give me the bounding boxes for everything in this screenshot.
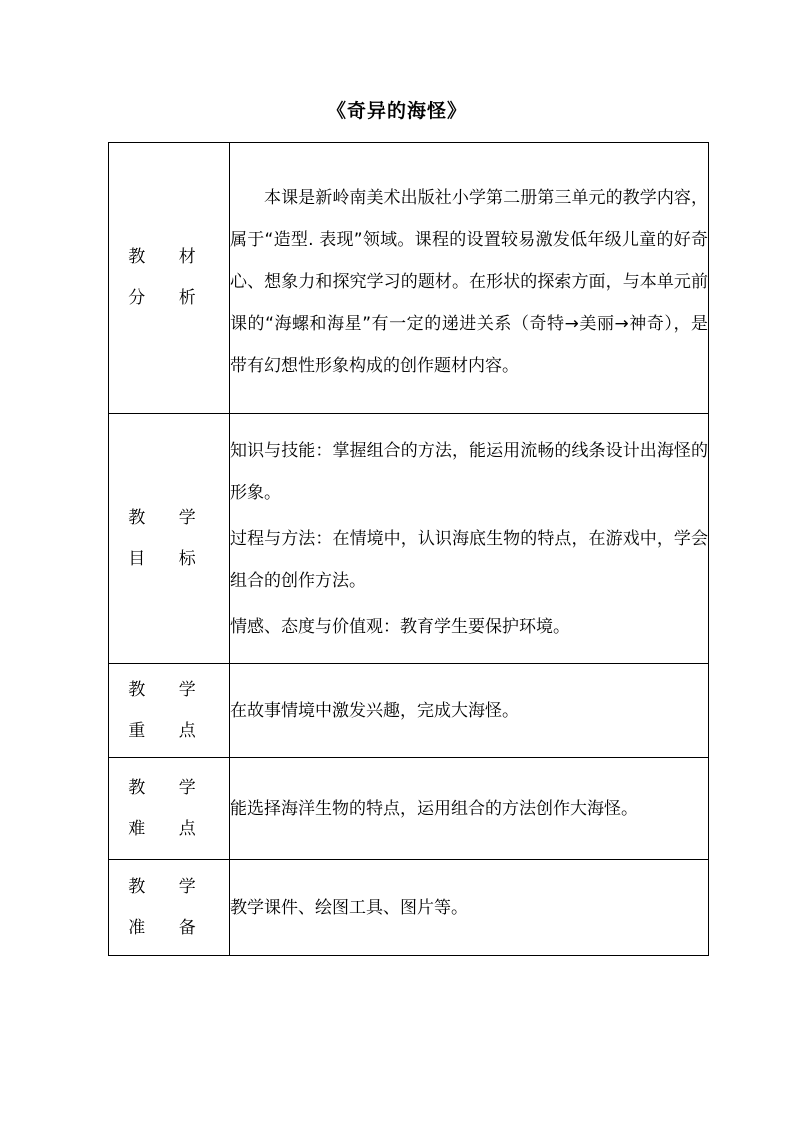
row-label xyxy=(109,758,230,860)
row-label xyxy=(109,860,230,956)
content-paragraph: 过程与方法：在情境中，认识海底生物的特点，在游戏中，学会组合的创作方法。 xyxy=(230,528,708,591)
document-title: 《奇异的海怪》 xyxy=(326,100,467,122)
row-content xyxy=(230,664,709,758)
row-label xyxy=(109,664,230,758)
row-label xyxy=(109,414,230,664)
row-content xyxy=(230,143,709,414)
content-paragraph: 能选择海洋生物的特点，运用组合的方法创作大海怪。 xyxy=(230,798,638,819)
table-row xyxy=(109,664,709,758)
row-label-line: 教 学 xyxy=(128,876,210,897)
lesson-plan-table xyxy=(108,142,709,956)
content-paragraph: 知识与技能：掌握组合的方法，能运用流畅的线条设计出海怪的形象。 xyxy=(230,440,708,503)
content-paragraph: 教学课件、绘图工具、图片等。 xyxy=(230,897,468,918)
row-content xyxy=(230,414,709,664)
row-label-line: 教 材 xyxy=(128,247,210,267)
row-label-line: 分 析 xyxy=(128,288,210,308)
content-paragraph: 情感、态度与价值观：教育学生要保护环境。 xyxy=(230,616,570,637)
row-label-line: 难 点 xyxy=(128,818,210,839)
content-paragraph: 本课是新岭南美术出版社小学第二册第三单元的教学内容，属于“造型. 表现”领域。课程的设置较易激发低年级儿童的好奇心、想象力和探究学习的题材。在形状的探索方面，与本单元前课的“海螺和海星”有一定的递进关系（奇特→美丽→神奇），是带有幻想性形象构成的创作题材内容。 xyxy=(230,188,708,376)
table-row xyxy=(109,758,709,860)
row-label-line: 教 学 xyxy=(128,679,210,700)
table-row xyxy=(109,414,709,664)
row-label-line: 教 学 xyxy=(128,777,210,798)
row-content xyxy=(230,860,709,956)
row-label xyxy=(109,143,230,414)
content-paragraph: 在故事情境中激发兴趣，完成大海怪。 xyxy=(230,700,519,721)
row-label-line: 目 标 xyxy=(128,548,210,569)
row-content xyxy=(230,758,709,860)
row-label-line: 准 备 xyxy=(128,917,210,938)
row-label-line: 重 点 xyxy=(128,720,210,741)
row-label-line: 教 学 xyxy=(128,507,210,528)
table-row xyxy=(109,143,709,414)
table-row xyxy=(109,860,709,956)
